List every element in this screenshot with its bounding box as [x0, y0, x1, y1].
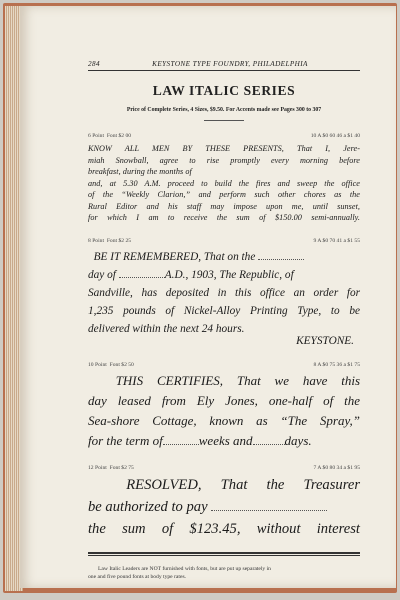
footnote-line: Law Italic Leaders are NOT furnished with fonts, but are put up separately in	[98, 566, 271, 572]
specimen-6pt-spec	[88, 133, 360, 139]
specimen-line: RESOLVED, That the Treasurer	[126, 476, 360, 493]
size-label: 8 Point Font $2 25	[88, 237, 132, 244]
specimen-8pt-spec	[88, 238, 360, 244]
specimen-line: for the term of weeks and days.	[88, 432, 312, 448]
specimen-line: be authorized to pay	[88, 496, 360, 518]
specimen-line: day of A.D., 1903, The Republic, of	[88, 268, 294, 281]
size-label: 12 Point Font $2 75	[88, 464, 134, 471]
footnote-line: one and five pound fonts at body type rates.	[88, 573, 187, 580]
running-head-title: KEYSTONE TYPE FOUNDRY, PHILADELPHIA	[152, 60, 308, 68]
running-head	[88, 60, 360, 71]
specimen-line: day leased from Ely Jones, one-half of the	[88, 392, 360, 408]
page-number: 284	[88, 60, 100, 68]
bottom-rule-thick	[88, 552, 360, 554]
specimen-line: delivered within the next 24 hours.	[88, 322, 245, 335]
price-note: Price of Complete Series, 4 Sizes, $9.50. For Accents made see Pages 300 to 307	[126, 107, 322, 113]
specimen-line: the sum of $123.45, without interest	[88, 520, 360, 537]
specimen-line: and, at 5.30 A.M. proceed to build the fires and sweep the office	[88, 178, 360, 188]
series-title: LAW ITALIC SERIES	[152, 83, 296, 98]
specimen-8pt-text	[88, 248, 360, 350]
count-label: 9 A $0 70 41 a $1 55	[313, 237, 360, 244]
bottom-rule-thin	[88, 555, 360, 556]
page-content	[88, 60, 360, 581]
size-label: 6 Point Font $2 00	[88, 133, 132, 139]
count-label: 10 A $0 60 46 a $1 40	[310, 133, 360, 139]
count-label: 8 A $0 75 36 a $1 75	[313, 361, 360, 368]
specimen-line: BE IT REMEMBERED, That on the	[88, 248, 360, 266]
footnote	[88, 566, 360, 581]
specimen-line: Rural Editor and his staff may impose upon me, until sunset,	[88, 201, 360, 211]
specimen-line: breakfast, during the months of	[88, 167, 192, 176]
specimen-12pt-spec	[88, 465, 360, 471]
specimen-6pt-text	[88, 143, 360, 224]
count-label: 7 A $0 80 34 a $1 95	[313, 464, 360, 471]
signature-line: KEYSTONE.	[296, 334, 354, 347]
specimen-line: Sea-shore Cottage, known as “The Spray,”	[88, 412, 360, 428]
size-label: 10 Point Font $2 50	[88, 361, 134, 368]
specimen-10pt-text	[88, 371, 360, 451]
specimen-line: KNOW ALL MEN BY THESE PRESENTS, That I, Jere-	[88, 144, 360, 153]
specimen-10pt-spec	[88, 362, 360, 368]
specimen-line: of the “Weekly Clarion,” and perform such other chores as the	[88, 190, 360, 199]
specimen-line: 1,235 pounds of Nickel-Alloy Printing Type, to be	[88, 304, 360, 317]
specimen-line: miah Snowball, agree to rise promptly every morning before	[88, 155, 360, 165]
specimen-line: for which I am to receive the sum of $150.00 semi-annually.	[88, 213, 360, 222]
specimen-line: Sandville, has deposited in this office an order for	[88, 286, 360, 299]
specimen-12pt-text	[88, 474, 360, 540]
specimen-line: THIS CERTIFIES, That we have this	[115, 372, 360, 388]
short-rule	[204, 120, 244, 121]
book-page	[20, 6, 396, 588]
